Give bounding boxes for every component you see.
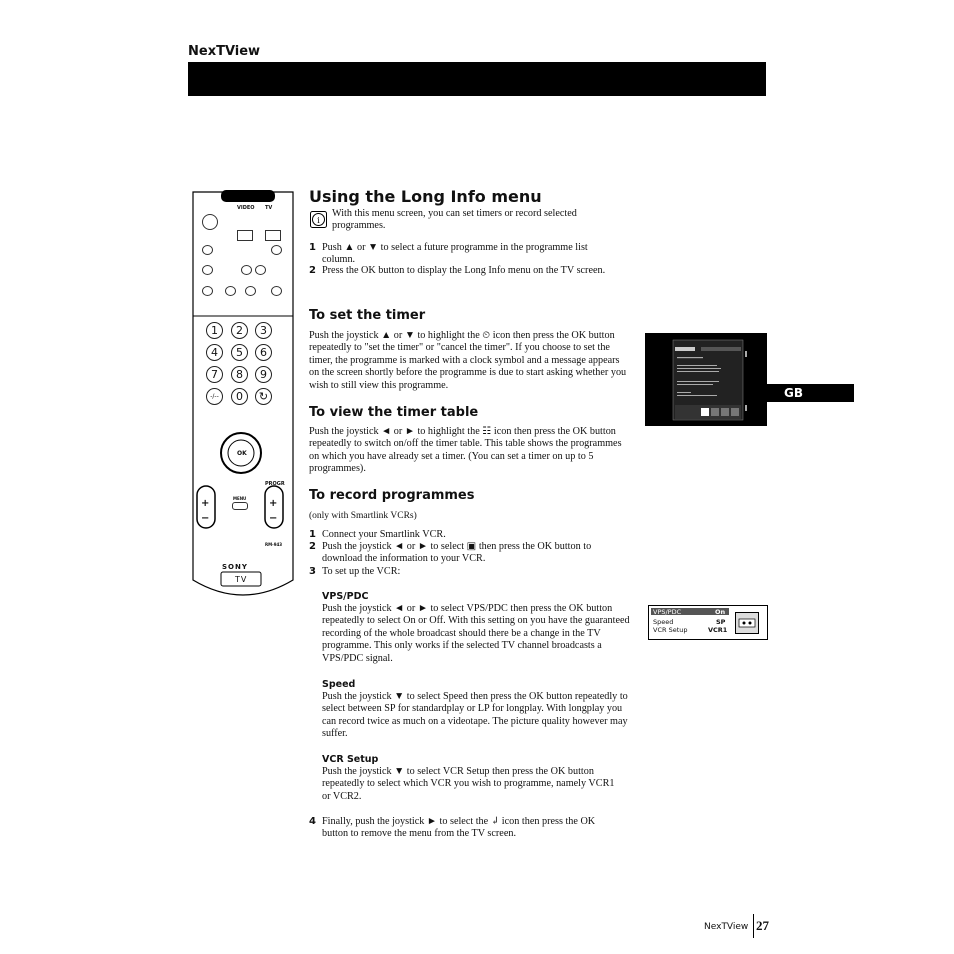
- digit-button-2[interactable]: 2: [231, 322, 248, 339]
- menu-label: MENU: [233, 496, 247, 501]
- header-bar: [188, 62, 766, 96]
- step-number: 1: [309, 242, 316, 253]
- volume-up-icon[interactable]: +: [201, 498, 210, 509]
- step-text: To set up the VCR:: [322, 566, 401, 577]
- cassette-icon: [735, 612, 759, 634]
- section-title: NexTView: [188, 44, 261, 59]
- step-text: Finally, push the joystick ► to select the ↲ icon then press the OK button to remove the menu from the TV screen.: [322, 816, 596, 840]
- ok-joystick[interactable]: OK: [237, 450, 247, 457]
- speed-row-label: Speed: [653, 618, 674, 626]
- svg-text:i: i: [317, 216, 320, 225]
- footer-divider: [753, 914, 754, 938]
- program-up-icon[interactable]: +: [269, 498, 278, 509]
- vcr-setup-row-label: VCR Setup: [653, 626, 688, 634]
- model-number: RM-943: [265, 542, 283, 547]
- vps-row-label: VPS/PDC: [653, 608, 682, 616]
- digit-button-5[interactable]: 5: [231, 344, 248, 361]
- step-text: Press the OK button to display the Long Info menu on the TV screen.: [322, 265, 606, 276]
- digit-button-9[interactable]: 9: [255, 366, 272, 383]
- step-text: Push the joystick ◄ or ► to select ▣ then press the OK button to download the information to your VCR.: [322, 541, 592, 565]
- function-button[interactable]: [241, 265, 252, 275]
- speed-text: Push the joystick ▼ to select Speed then press the OK button repeatedly to select between SP for standardplay or LP for longplay. With longplay you can record twice as much on a videotape. The picture quality however may suffer.: [322, 691, 628, 740]
- digit-button-7[interactable]: 7: [206, 366, 223, 383]
- program-down-icon[interactable]: −: [269, 513, 278, 524]
- function-button[interactable]: [255, 265, 266, 275]
- digit-button-3[interactable]: 3: [255, 322, 272, 339]
- timer-table-heading: To view the timer table: [309, 405, 479, 420]
- digit-button-0[interactable]: 0: [231, 388, 248, 405]
- step-number: 1: [309, 529, 316, 540]
- step-number: 2: [309, 265, 316, 276]
- set-timer-text: Push the joystick ▲ or ▼ to highlight the ⏲ icon then press the OK button repeatedly to "set the timer" or "cancel the timer". If you choose to set the timer, the programme is marked with a clock symbol and a message appears on the screen shortly before the programme is due to start asking whether you wish to still view this programme.: [309, 330, 627, 391]
- step-number: 3: [309, 566, 316, 577]
- tv-menu-graphic: [645, 333, 767, 426]
- function-button[interactable]: [202, 286, 213, 296]
- record-note: (only with Smartlink VCRs): [309, 511, 417, 521]
- digit-button-4[interactable]: 4: [206, 344, 223, 361]
- menu-button[interactable]: [232, 502, 248, 510]
- tv-label: TV: [265, 205, 273, 211]
- function-button[interactable]: [245, 286, 256, 296]
- video-power-button[interactable]: [237, 230, 253, 241]
- vcr-setup-heading: VCR Setup: [322, 754, 379, 765]
- progr-label: PROGR: [265, 481, 285, 487]
- page-title: Using the Long Info menu: [309, 187, 542, 206]
- language-tab-gb: GB: [756, 384, 854, 402]
- tv-power-button[interactable]: [265, 230, 281, 241]
- tv-badge: TV: [235, 575, 248, 584]
- digit-button-8[interactable]: 8: [231, 366, 248, 383]
- timer-table-text: Push the joystick ◄ or ► to highlight the ☷ icon then press the OK button repeatedly to switch on/off the timer table. This table shows the programmes on which you have already set a timer. (You can set a timer on up to 5 programmes).: [309, 426, 622, 475]
- function-button[interactable]: [225, 286, 236, 296]
- function-button[interactable]: [202, 265, 213, 275]
- function-button[interactable]: [271, 286, 282, 296]
- set-timer-heading: To set the timer: [309, 308, 426, 323]
- step-text: Push ▲ or ▼ to select a future programme in the programme list column.: [322, 242, 588, 266]
- mute-button[interactable]: [202, 214, 218, 230]
- page-number: 27: [756, 918, 769, 933]
- digit-button-1[interactable]: 1: [206, 322, 223, 339]
- footer-section-label: NexTView: [704, 922, 749, 932]
- tv-long-info-screenshot: [645, 333, 767, 426]
- step-text: Connect your Smartlink VCR.: [322, 529, 446, 540]
- step-number: 4: [309, 816, 316, 827]
- function-button[interactable]: [271, 245, 282, 255]
- intro-text: With this menu screen, you can set timers or record selected programmes.: [332, 208, 577, 232]
- vcr-setup-text: Push the joystick ▼ to select VCR Setup then press the OK button repeatedly to select which VCR you wish to programme, namely VCR1 or VCR2.: [322, 766, 615, 802]
- step-number: 2: [309, 541, 316, 552]
- vps-text: Push the joystick ◄ or ► to select VPS/PDC then press the OK button repeatedly to select On or Off. With this setting on you have the guaranteed recording of the whole broadcast should there be a change in the TV programme. This only works if the selected TV channel broadcasts a VPS/PDC signal.: [322, 603, 630, 664]
- video-label: VIDEO: [237, 205, 255, 211]
- vcr-settings-panel: [648, 605, 768, 640]
- vcr-setup-row-value: VCR1: [708, 626, 728, 634]
- brand-logo: SONY: [222, 563, 248, 571]
- speed-heading: Speed: [322, 679, 356, 690]
- digit-button-6[interactable]: 6: [255, 344, 272, 361]
- function-button[interactable]: [202, 245, 213, 255]
- speed-row-value: SP: [716, 618, 726, 626]
- vps-heading: VPS/PDC: [322, 591, 369, 602]
- vps-row-value: On: [715, 608, 726, 616]
- volume-down-icon[interactable]: −: [201, 513, 210, 524]
- info-icon: [310, 211, 327, 232]
- double-digit-button[interactable]: -/--: [206, 388, 223, 405]
- jump-button[interactable]: ↻: [255, 388, 272, 405]
- remote-control-illustration: [189, 190, 297, 600]
- record-heading: To record programmes: [309, 488, 475, 503]
